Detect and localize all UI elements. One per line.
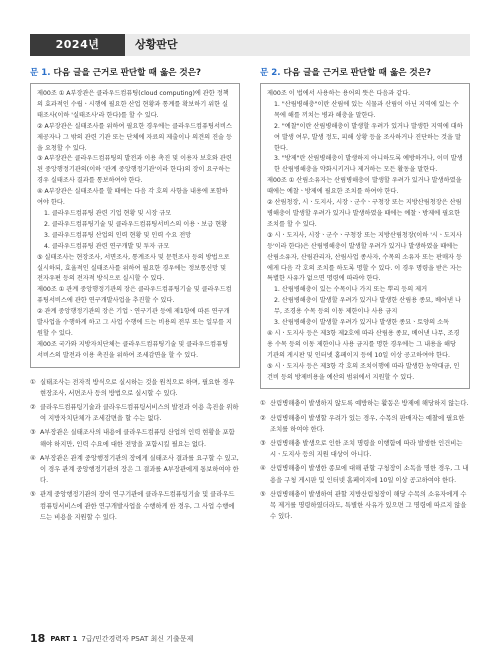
option-marker: ④ <box>30 454 36 462</box>
option-marker: ⑤ <box>30 491 36 499</box>
option-marker: ② <box>30 404 36 412</box>
question-1-passage <box>30 83 240 368</box>
question-2-title <box>260 66 470 78</box>
option-marker: ② <box>260 414 266 422</box>
passage-line: 2. 클라우드컴퓨팅기술 및 클라우드컴퓨팅서비스의 이용ㆍ보급 현황 <box>44 220 228 228</box>
passage-line: 제00조 이 법에서 사용하는 용어의 뜻은 다음과 같다. <box>267 90 411 97</box>
question-2-column <box>260 66 470 526</box>
question-2-text: 다음 글을 근거로 판단할 때 옳은 것은? <box>283 68 432 78</box>
passage-line: ⑤ 시ㆍ도지사 등은 제3항 각 호의 조치이행에 따라 발생한 농약대금, 인건비 등의 방제비용을 예산의 범위에서 지원할 수 있다. <box>267 362 460 381</box>
option-text: 산림병해충이 발생한 종묘에 대해 관할 구청장이 소독을 명한 경우, 그 내용을 구청 게시판 및 인터넷 홈페이지에 10일 이상 공고하여야 한다. <box>270 465 469 484</box>
option-marker: ③ <box>260 440 266 448</box>
option-marker: ⑤ <box>260 490 266 498</box>
passage-line: ⑤ 실태조사는 현장조사, 서면조사, 통계조사 및 문헌조사 등의 방법으로 실시하되, 효율적인 실태조사를 위하여 필요한 경우에는 정보통신망 및 전자우편 등의 전자적 방식으로 실시할 수 있다. <box>37 253 230 283</box>
passage-line: ③ 시ㆍ도지사, 시장ㆍ군수ㆍ구청장 또는 지방산림청장(이하 '시ㆍ도지사 등'이라 한다)은 산림병해충이 발생할 우려가 있거나 발생하였을 때에는 산림소유자, 산림관리자, 산림사업 종사자, 수목의 소유자 또는 판매자 등에게 다음 각 호의 조치를 하도록 명할 수 있다. 이 경우 명령을 받은 자는 특별한 사유가 없으면 명령에 따라야 한다. <box>267 231 462 283</box>
option-text: 산림병해충이 발생하지 않도록 예방하는 활동은 방제에 해당하지 않는다. <box>270 400 469 408</box>
passage-line: 4. 클라우드컴퓨팅 관련 연구개발 및 투자 규모 <box>44 242 170 250</box>
passage-line: ② 관계 중앙행정기관의 장은 기업ㆍ연구기관 등에 제1항에 따른 연구개발사업을 수행하게 하고 그 사업 수행에 드는 비용의 전부 또는 일부를 지원할 수 있다. <box>37 308 232 337</box>
question-2-passage <box>260 83 470 389</box>
passage-line: ④ 시ㆍ도지사 등은 제3항 제2호에 따라 산림용 종묘, 베어낸 나무, 조경용 수목 등의 이동 제한이나 사용 금지를 명한 경우에는 그 내용을 해당 기관의 게시판 및 인터넷 홈페이지 등에 10일 이상 공고하여야 한다. <box>267 329 460 359</box>
part-label: PART 1 <box>50 634 78 643</box>
option-text: 산림병해충이 발생하여 관할 지방산림청장이 해당 수목의 소유자에게 수목 제거를 명령하였더라도, 특별한 사유가 있으면 그 명령에 따르지 않을 수 있다. <box>270 490 467 521</box>
option-marker: ① <box>30 378 36 386</box>
passage-line: 3. "방제"란 산림병해충이 발생하지 아니하도록 예방하거나, 이미 발생한 산림병해충을 약화시키거나 제거하는 모든 활동을 말한다. <box>274 155 463 174</box>
question-1-column <box>30 66 240 526</box>
passage-line: 제00조 ① A부장관은 클라우드컴퓨팅(cloud computing)에 관한 정책의 효과적인 수립ㆍ시행에 필요한 산업 현황과 통계를 확보하기 위한 실태조사(이하 '실태조사'라 한다)를 할 수 있다. <box>37 90 229 119</box>
passage-line: 3. 산림병해충이 발생할 우려가 있거나 발생한 종묘ㆍ토양의 소독 <box>274 319 450 327</box>
option-text: 관계 중앙행정기관의 장이 연구기관에 클라우드컴퓨팅기술 및 클라우드컴퓨팅서비스에 관한 연구개발사업을 수행하게 한 경우, 그 사업 수행에 드는 비용을 지원할 수 있다. <box>40 491 235 521</box>
option-marker: ① <box>260 400 266 408</box>
passage-line: 2. "예찰"이란 산림병해충이 발생할 우려가 있거나 발생한 지역에 대하여 발생 여부, 발생 정도, 피해 상황 등을 조사하거나 진단하는 것을 말한다. <box>274 122 463 152</box>
question-1-number: 문 1. <box>30 68 51 78</box>
answer-option[interactable] <box>260 398 470 409</box>
passage-line: ④ A부장관은 실태조사를 할 때에는 다음 각 호의 사항을 내용에 포함하여야 한다. <box>37 188 228 207</box>
passage-line: 1. 산림병해충이 있는 수목이나 가지 또는 뿌리 등의 제거 <box>274 286 428 294</box>
passage-line: 3. 클라우드컴퓨팅 산업의 인력 현황 및 인력 수요 전망 <box>44 231 192 239</box>
question-1-text: 다음 글을 근거로 판단할 때 옳은 것은? <box>53 68 202 78</box>
option-text: 실태조사는 전자적 방식으로 실시하는 것을 원칙으로 하며, 필요한 경우 현장조사, 서면조사 등의 방법으로 실시할 수 있다. <box>40 378 235 397</box>
answer-option[interactable] <box>260 438 470 460</box>
answer-option[interactable] <box>260 489 470 523</box>
passage-line: 제00조 국가와 지방자치단체는 클라우드컴퓨팅기술 및 클라우드컴퓨팅서비스의 발전과 이용 촉진을 위하여 조세감면을 할 수 있다. <box>37 340 229 359</box>
option-marker: ③ <box>30 429 36 437</box>
page-footer <box>30 632 193 645</box>
passage-line: 1. 클라우드컴퓨팅 관련 기업 현황 및 시장 규모 <box>44 209 172 217</box>
answer-option[interactable] <box>30 377 240 399</box>
answer-option[interactable] <box>260 463 470 485</box>
option-text: A부장관은 관계 중앙행정기관의 장에게 실태조사 결과를 요구할 수 있고, 이 경우 관계 중앙행정기관의 장은 그 결과를 A부장관에게 통보하여야 한다. <box>40 454 239 485</box>
page-number: 18 <box>30 632 46 645</box>
question-2-options <box>260 398 470 522</box>
option-text: 산림병해충 발생으로 인한 조치 명령을 이행함에 따라 발생한 인건비는 시ㆍ도지사 등의 지원 대상이 아니다. <box>270 440 463 459</box>
passage-line: 2. 산림병해충이 발생할 우려가 있거나 발생한 산림용 종묘, 베어낸 나무, 조경용 수목 등의 이동 제한이나 사용 금지 <box>274 297 461 316</box>
passage-line: 1. "산림병해충"이란 산림에 있는 식물과 산림이 아닌 지역에 있는 수목에 해를 끼치는 병과 해충을 말한다. <box>274 100 459 119</box>
question-2-number: 문 2. <box>260 68 281 78</box>
question-1-title <box>30 66 240 78</box>
option-text: 클라우드컴퓨팅기술과 클라우드컴퓨팅서비스의 발전과 이용 촉진을 위하여 지방자치단체가 조세감면을 할 수는 없다. <box>40 404 239 423</box>
option-text: 산림병해충이 발생할 우려가 있는 경우, 수목의 판매자는 예찰에 필요한 조치를 하여야 한다. <box>270 414 465 433</box>
year-label: 2024년 <box>30 34 125 56</box>
answer-option[interactable] <box>30 453 240 487</box>
answer-option[interactable] <box>30 427 240 449</box>
answer-option[interactable] <box>260 413 470 435</box>
question-1-options <box>30 377 240 523</box>
passage-line: ② 산림청장, 시ㆍ도지사, 시장ㆍ군수ㆍ구청장 또는 지방산림청장은 산림병해충이 발생할 우려가 있거나 발생하였을 때에는 예찰ㆍ방제에 필요한 조치를 할 수 있다. <box>267 199 462 228</box>
passage-line: ③ A부장관은 클라우드컴퓨팅의 발전과 이용 촉진 및 이용자 보호와 관련된 중앙행정기관의(이하 '관계 중앙행정기관'이라 한다)의 장이 요구하는 경우 실태조사 결과를 통보하여야 한다. <box>37 155 232 185</box>
passage-line: 제00조 ① 관계 중앙행정기관의 장은 클라우드컴퓨팅기술 및 클라우드컴퓨팅서비스에 관한 연구개발사업을 추진할 수 있다. <box>37 286 232 305</box>
passage-line: 제00조 ① 산림소유자는 산림병해충이 발생할 우려가 있거나 발생하였을 때에는 예찰ㆍ방제에 필요한 조치를 하여야 한다. <box>267 177 462 196</box>
option-text: A부장관은 실태조사의 내용에 클라우드컴퓨팅 산업의 인력 현황을 포함해야 하지만, 인력 수요에 대한 전망을 포함시킬 필요는 없다. <box>40 429 235 448</box>
book-title: 7급/민간경력자 PSAT 최신 기출문제 <box>81 634 194 643</box>
passage-line: ② A부장관은 실태조사를 위하여 필요한 경우에는 클라우드컴퓨팅서비스 제공자나 그 밖의 관련 기관 또는 단체에 자료의 제출이나 의견의 진술 등을 요청할 수 있다. <box>37 122 232 152</box>
section-title: 상황판단 <box>125 34 470 56</box>
section-header <box>30 34 470 56</box>
answer-option[interactable] <box>30 489 240 523</box>
option-marker: ④ <box>260 465 266 473</box>
answer-option[interactable] <box>30 402 240 424</box>
